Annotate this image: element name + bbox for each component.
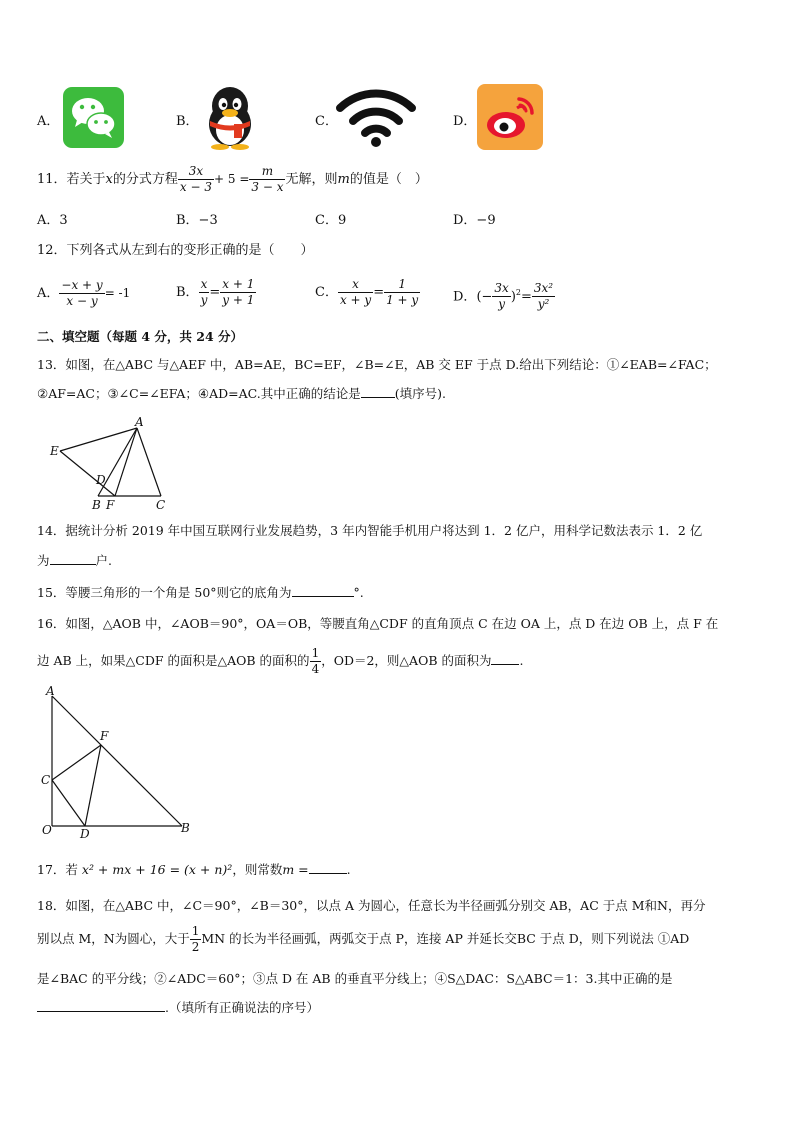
q13-answer-blank[interactable]	[361, 397, 395, 398]
q12-option-c: C． $\frac{x}{x + y}$ = $\frac{1}{1 + y}$	[315, 277, 419, 307]
q12-option-a: A． $\frac{-x + y}{x - y}$ = -1	[37, 278, 131, 308]
q13-line1: 13．如图，在△ABC 与△AEF 中，AB=AE，BC=EF，∠B=∠E，AB 交 EF 于点 D.给出下列结论：①∠EAB=∠FAC；	[37, 357, 717, 372]
q13-line2: ②AF=AC；③∠C=∠EFA；④AD=AC.其中正确的结论是 (填序号).	[37, 386, 446, 401]
q16-label-a: A	[46, 684, 55, 698]
q13-label-e: E	[50, 444, 59, 458]
q16-answer-blank[interactable]	[491, 664, 519, 665]
q12-stem: 12．下列各式从左到右的变形正确的是（ ）	[37, 243, 314, 258]
q16-line1: 16．如图，△AOB 中，∠AOB＝90°，OA＝OB，等腰直角△CDF 的直角顶点 C 在边 OA 上，点 D 在边 OB 上，点 F 在	[37, 616, 719, 631]
q13-label-c: C	[156, 498, 166, 512]
q10-option-c-label: C．	[315, 114, 338, 129]
q13-figure	[45, 415, 175, 513]
q12-option-d: D．(− $\frac{3x}{y}$ )$^2$= $\frac{\text{3x²}}{\text{y²}}$	[453, 281, 554, 312]
q16-label-f: F	[100, 729, 109, 743]
q16-label-o: O	[42, 823, 52, 837]
q15-stem: 15．等腰三角形的一个角是 50°则它的底角为 °.	[37, 585, 364, 600]
q16-line2: 边 AB 上，如果△CDF 的面积是△AOB 的面积的 $\frac{1}{4}$ ，OD＝2，则△AOB 的面积为 .	[37, 646, 524, 676]
q17-stem: 17．若 x² + mx + 16 = (x + n)²，则常数m = .	[37, 862, 351, 877]
q10-option-d-label: D．	[453, 114, 477, 129]
q14-answer-blank[interactable]	[50, 564, 96, 565]
qq-penguin-icon	[198, 84, 262, 150]
q10-option-a-label: A．	[37, 114, 60, 129]
wechat-icon	[63, 87, 124, 148]
q16-label-d: D	[80, 827, 90, 840]
q13-label-f: F	[106, 498, 115, 512]
q18-line1: 18．如图，在△ABC 中，∠C＝90°，∠B＝30°，以点 A 为圆心，任意长为半径画弧分别交 AB，AC 于点 M和N，再分	[37, 898, 706, 913]
q11-option-d: D．−9	[453, 213, 496, 228]
q11-stem: 11．若关于x的分式方程 $\frac{3x}{x - 3}$ + 5 = $\frac{m}{3 - x}$ 无解，则m的值是（ ）	[37, 164, 428, 194]
q18-line4: .（填所有正确说法的序号）	[37, 998, 319, 1016]
q16-label-b: B	[181, 821, 190, 835]
q18-line2: 别以点 M，N为圆心，大于 $\frac{1}{2}$ MN 的长为半径画弧，两弧交于点 P，连接 AP 并延长交BC 于点 D，则下列说法 ①AD	[37, 924, 690, 954]
q11-option-b: B．−3	[176, 213, 218, 228]
q17-answer-blank[interactable]	[309, 873, 347, 874]
q10-option-b-label: B．	[176, 114, 199, 129]
q16-label-c: C	[41, 773, 51, 787]
q13-label-b: B	[92, 498, 101, 512]
q13-label-d: D	[96, 473, 106, 487]
q14-line2: 为 户.	[37, 553, 112, 568]
q18-answer-blank[interactable]	[37, 1011, 165, 1012]
q16-figure	[38, 684, 198, 840]
wifi-icon	[336, 86, 416, 148]
weibo-icon	[477, 84, 543, 150]
q11-option-a: A．3	[37, 213, 68, 228]
q15-answer-blank[interactable]	[292, 596, 354, 597]
q14-line1: 14．据统计分析 2019 年中国互联网行业发展趋势，3 年内智能手机用户将达到 1．2 亿户，用科学记数法表示 1．2 亿	[37, 523, 703, 538]
q11-option-c: C．9	[315, 213, 347, 228]
q18-line3: 是∠BAC 的平分线；②∠ADC＝60°；③点 D 在 AB 的垂直平分线上；④S△DAC：S△ABC＝1：3.其中正确的是	[37, 971, 673, 986]
q13-label-a: A	[135, 415, 144, 429]
q12-option-b: B． $\frac{x}{y}$ = $\frac{x + 1}{y + 1}$	[176, 277, 255, 307]
section-heading-fill-in: 二、填空题（每题 4 分，共 24 分）	[37, 329, 244, 344]
